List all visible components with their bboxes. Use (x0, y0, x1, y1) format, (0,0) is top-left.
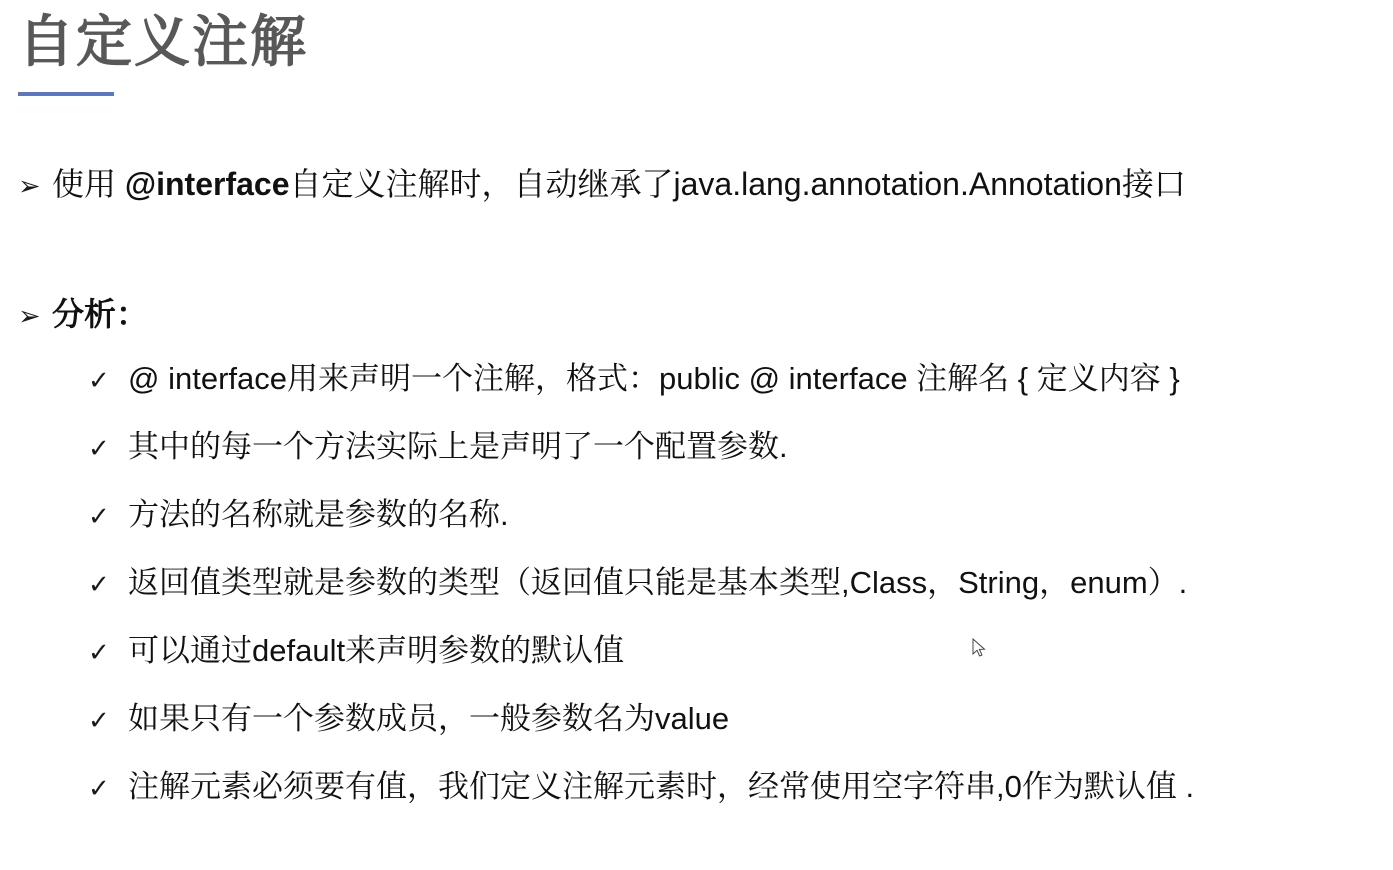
bullet-level2-6-text: 如果只有一个参数成员，一般参数名为value (128, 701, 730, 736)
bullet-level2-2-text: 其中的每一个方法实际上是声明了一个配置参数. (128, 429, 788, 464)
check-bullet-icon: ✓ (88, 501, 110, 531)
bullet-level1-2 (18, 295, 148, 333)
title-underline (18, 92, 114, 96)
bullet-level2-7 (88, 768, 1194, 805)
bullet-level2-6 (88, 700, 729, 737)
bullet-level1-1 (18, 165, 1186, 203)
check-bullet-icon: ✓ (88, 365, 110, 395)
bullet-level2-3-text: 方法的名称就是参数的名称. (128, 497, 509, 532)
arrow-bullet-icon: ➢ (18, 171, 41, 201)
bullet-level1-2-text (52, 295, 148, 333)
bullet-level2-1-text: @ interface用来声明一个注解，格式：public @ interface 注解名 { 定义内容 } (128, 361, 1180, 396)
bullet-level1-1-text (52, 165, 1186, 203)
check-bullet-icon: ✓ (88, 637, 110, 667)
bullet-level2-4 (88, 564, 1187, 601)
bullet-level2-3 (88, 496, 509, 533)
bullet-level1-1-bold: @interface (124, 166, 290, 202)
check-bullet-icon: ✓ (88, 569, 110, 599)
bullet-level2-7-text: 注解元素必须要有值，我们定义注解元素时，经常使用空字符串,0作为默认值 . (128, 769, 1195, 804)
check-bullet-icon: ✓ (88, 433, 110, 463)
bullet-level1-1-prefix: 使用 (52, 166, 125, 202)
check-bullet-icon: ✓ (88, 773, 110, 803)
bullet-level2-2 (88, 428, 788, 465)
page-title: 自定义注解 (18, 10, 308, 73)
bullet-level2-4-text: 返回值类型就是参数的类型（返回值只能是基本类型,Class，String，enum）. (128, 565, 1188, 600)
bullet-level1-2-bold: 分析： (52, 296, 149, 332)
bullet-level2-1 (88, 360, 1180, 397)
check-bullet-icon: ✓ (88, 705, 110, 735)
bullet-level1-1-suffix: 自定义注解时，自动继承了java.lang.annotation.Annotation接口 (289, 166, 1186, 202)
mouse-cursor-icon (972, 638, 986, 658)
title-block (18, 10, 308, 96)
bullet-level2-5-text: 可以通过default来声明参数的默认值 (128, 633, 625, 668)
arrow-bullet-icon: ➢ (18, 301, 41, 331)
bullet-level2-5 (88, 632, 624, 669)
